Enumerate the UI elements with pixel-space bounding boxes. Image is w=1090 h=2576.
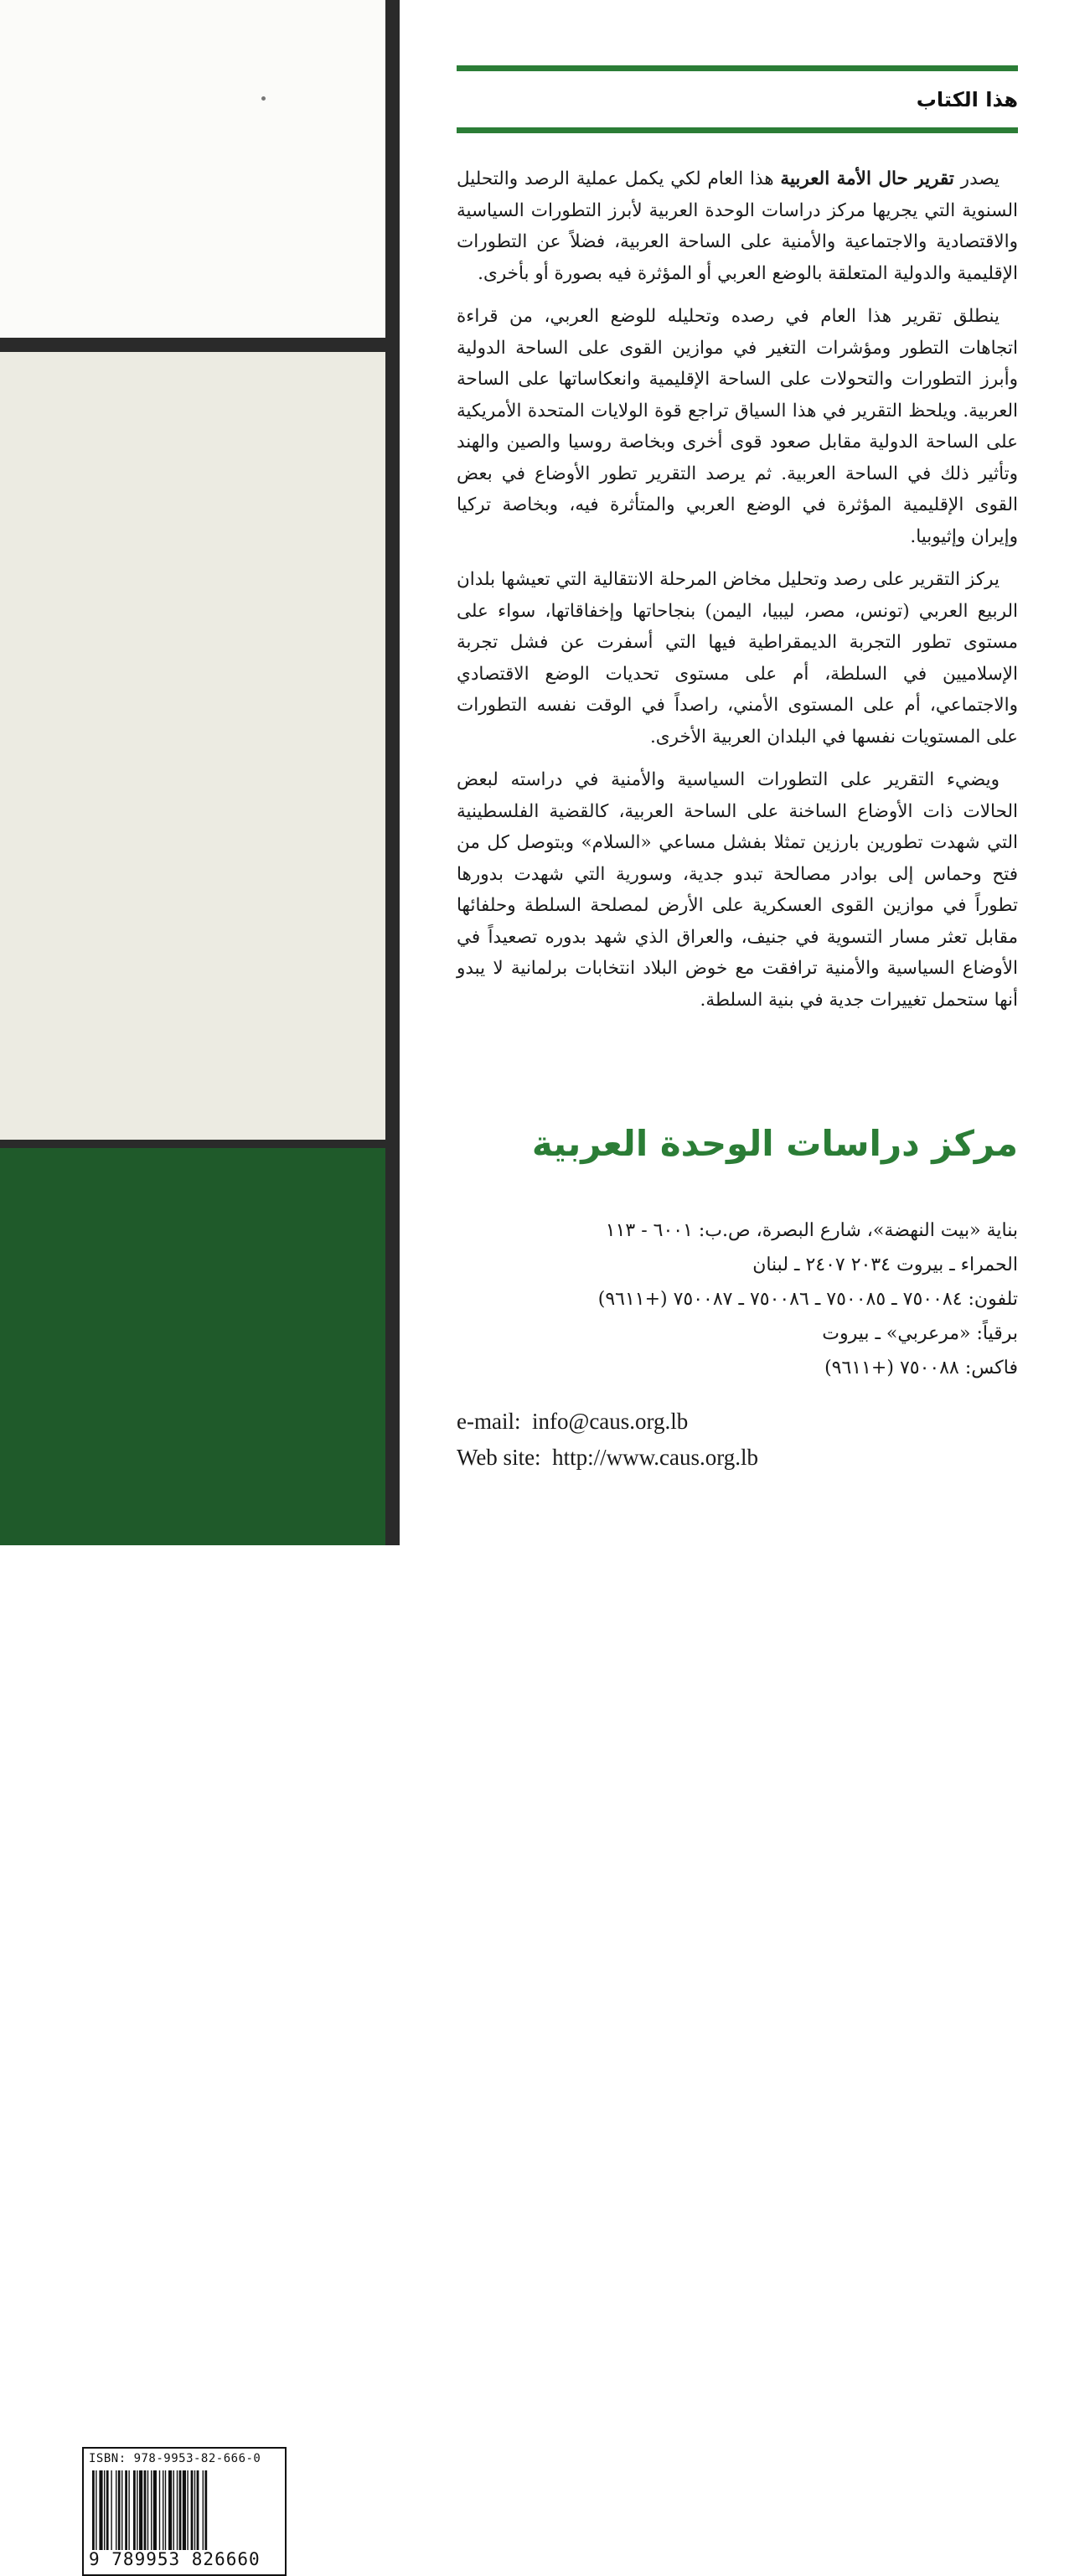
barcode-bar: [106, 2470, 109, 2550]
title-green-rule: [457, 127, 1018, 133]
barcode-icon: [92, 2470, 276, 2550]
barcode-bar: [204, 2470, 207, 2550]
barcode-bar: [121, 2470, 122, 2550]
barcode-bar: [125, 2470, 127, 2550]
website-link[interactable]: http://www.caus.org.lb: [552, 1445, 759, 1470]
vertical-dark-band: [385, 0, 400, 1545]
barcode-bar: [191, 2470, 194, 2550]
back-cover-bottom-panel: [0, 1148, 385, 2569]
barcode-bar: [183, 2470, 186, 2550]
fax-line: فاكس: ٧٥٠٠٨٨ (+٩٦١١): [824, 1358, 1018, 1379]
barcode-bar: [104, 2470, 105, 2550]
barcode-bar: [165, 2470, 166, 2550]
telegraph-line: برقياً: «مرعربي» ـ بيروت: [822, 1323, 1018, 1344]
blurb-text: [457, 163, 1018, 1027]
contact-block: [457, 1404, 758, 1476]
report-title-bold: تقرير حال الأمة العربية: [780, 168, 954, 189]
barcode-bar: [118, 2470, 121, 2550]
barcode-bar: [159, 2470, 160, 2550]
barcode-bar: [168, 2470, 172, 2550]
isbn-label: ISBN: 978-9953-82-666-0: [89, 2452, 261, 2465]
blurb-paragraph-1: يصدر تقرير حال الأمة العربية هذا العام لكي يكمل عملية الرصد والتحليل السنوية التي يجريها مركز دراسات الوحدة العربية لأبرز التطورات السياسية والاقتصادية والاجتماعية والأمنية على الساحة العربية، فضلاً عن التطورات الإقليمية والدولية المتعلقة بالوضع العربي أو المؤثرة فيه بصورة أو بأخرى.: [457, 168, 1018, 284]
barcode-bar: [133, 2470, 136, 2550]
panel-divider-top: [0, 338, 385, 352]
barcode-bar: [144, 2470, 147, 2550]
barcode-bar: [99, 2470, 102, 2550]
barcode-bar: [128, 2470, 129, 2550]
blurb-paragraph-4: ويضيء التقرير على التطورات السياسية والأمنية في دراسته لبعض الحالات ذات الأوضاع الساخنة على الساحة العربية، كالقضية الفلسطينية التي شهدت تطورين بارزين تمثلا بفشل مساعي «السلام» وبتوصل كل من فتح وحماس إلى بوادر مصالحة تبدو جدية، وسورية التي شهدت بدورها تطوراً في موازين القوى العسكرية على الأرض لمصلحة السلطة وحلفائها مقابل تعثر مسار التسوية في جنيف، والعراق الذي شهد بدوره تصعيداً في الأوضاع السياسية والأمنية ترافقت مع خوض البلاد انتخابات برلمانية لا يبدو أنها ستحمل تغييرات جدية في بنية السلطة.: [457, 769, 1018, 1011]
barcode-bar: [173, 2470, 174, 2550]
barcode-bar: [177, 2470, 178, 2550]
barcode-bar: [151, 2470, 152, 2550]
barcode-bar: [92, 2470, 95, 2550]
publisher-address: [457, 1213, 1018, 1385]
barcode-bar: [153, 2470, 157, 2550]
email-address[interactable]: info@caus.org.lb: [531, 1409, 689, 1434]
price-equivalent: أو ما يعادلها: [127, 2420, 226, 2444]
ean-number: 9 789953 826660: [89, 2549, 261, 2569]
back-cover-middle-panel: [0, 352, 385, 1148]
isbn-barcode: [82, 2447, 287, 2576]
barcode-bar: [187, 2470, 188, 2550]
website-line: Web site: http://www.caus.org.lb: [457, 1445, 759, 1470]
phone-line: تلفون: ٧٥٠٠٨٤ ـ ٧٥٠٠٨٥ ـ ٧٥٠٠٨٦ ـ ٧٥٠٠٨٧ (+٩٦١١): [597, 1289, 1018, 1310]
price-line: الثمن: ١٧ دولاراً: [93, 2385, 226, 2409]
address-line: الحمراء ـ بيروت ٢٠٣٤ ٢٤٠٧ ـ لبنان: [752, 1254, 1018, 1275]
cover-scuff-mark: [261, 96, 266, 101]
blurb-column: [457, 0, 1018, 1545]
barcode-bar: [194, 2470, 195, 2550]
barcode-bar: [147, 2470, 148, 2550]
email-line: e-mail: info@caus.org.lb: [457, 1409, 689, 1434]
blurb-paragraph-2: ينطلق تقرير هذا العام في رصده وتحليله للوضع العربي، من قراءة اتجاهات التطور ومؤشرات التغير في موازين القوى على الساحة الدولية وأبرز التطورات والتحولات على الساحة الإقليمية وانعكاساتها على الساحة العربية. ويلحظ التقرير في هذا السياق تراجع قوة الولايات المتحدة الأمريكية على الساحة الدولية مقابل صعود قوى أخرى وبخاصة روسيا والصين والهند وتأثير ذلك في الساحة العربية. ثم يرصد التقرير تطور الأوضاع في بعض القوى الإقليمية المؤثرة في الوضع العربي والمتأثرة فيه، وبخاصة تركيا وإيران وإثيوبيا.: [457, 306, 1018, 547]
publisher-name: مركز دراسات الوحدة العربية: [531, 1123, 1018, 1164]
address-line: بناية «بيت النهضة»، شارع البصرة، ص.ب: ٦٠٠١ - ١١٣: [605, 1220, 1018, 1241]
back-cover-top-panel: [0, 0, 385, 352]
top-green-rule: [457, 65, 1018, 71]
section-title: هذا الكتاب: [916, 88, 1018, 111]
barcode-bar: [139, 2470, 142, 2550]
barcode-bar: [197, 2470, 199, 2550]
barcode-bar: [179, 2470, 182, 2550]
barcode-bar: [203, 2470, 204, 2550]
blurb-paragraph-3: يركز التقرير على رصد وتحليل مخاض المرحلة الانتقالية التي تعيشها بلدان الربيع العربي (تونس، مصر، ليبيا، اليمن) بنجاحاتها وإخفاقاتها، سواء على مستوى تطور التجربة الديمقراطية فيها التي أسفرت عن فشل تجربة الإسلاميين في السلطة، أم على مستوى تحديات الوضع الاقتصادي والاجتماعي، أم على المستوى الأمني، راصداً في الوقت نفسه التطورات على المستويات نفسها في البلدان العربية الأخرى.: [457, 569, 1018, 747]
price-block: [75, 2380, 226, 2450]
